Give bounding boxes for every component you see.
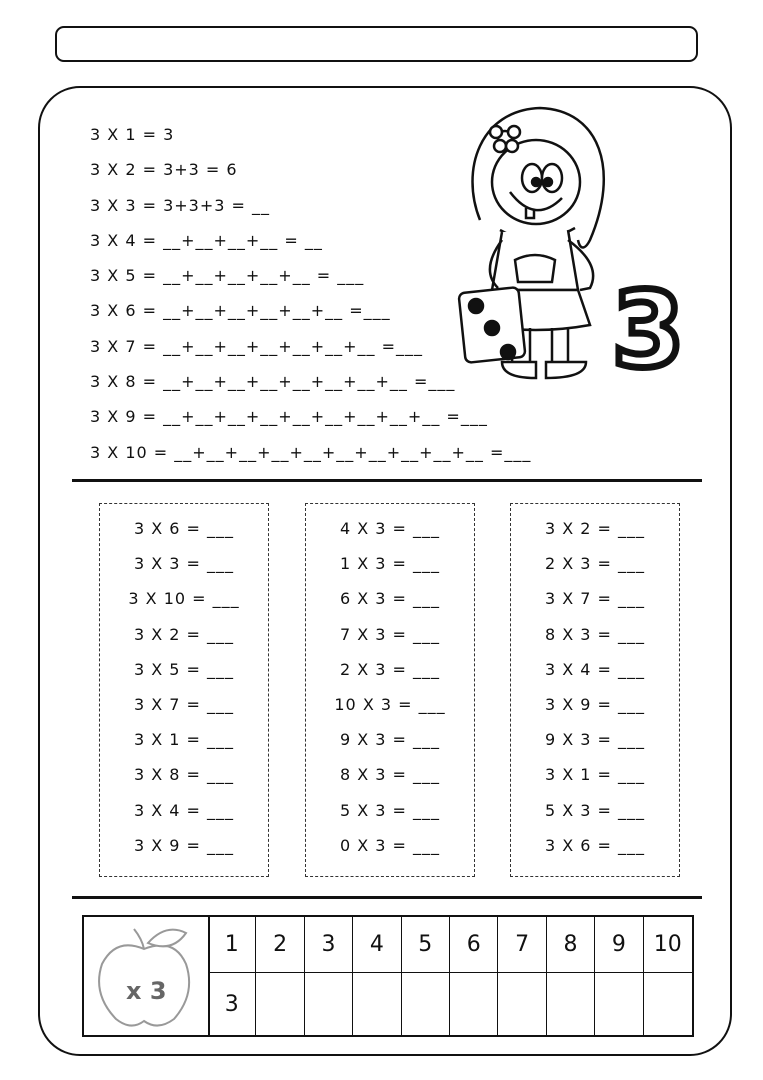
table-header-cell: 7 [498,917,546,973]
practice-equation: 8 X 3 = ___ [544,624,646,644]
table-answer-cell[interactable] [256,973,304,1035]
table-answer-cell[interactable]: 3 [208,973,256,1035]
table-answer-cell[interactable] [644,973,692,1035]
table-answer-cell[interactable] [547,973,595,1035]
practice-equation: 7 X 3 = ___ [339,624,441,644]
practice-equation: 3 X 10 = ___ [128,589,240,609]
practice-equation: 3 X 7 = ___ [544,589,646,609]
intro-equation: 3 X 9 = __+__+__+__+__+__+__+__+__ =___ [90,407,488,427]
practice-equation: 4 X 3 = ___ [339,519,441,538]
practice-equation: 3 X 9 = ___ [133,835,235,855]
intro-equation: 3 X 5 = __+__+__+__+__ = ___ [90,266,365,286]
practice-equation: 3 X 3 = ___ [133,554,235,574]
section-divider [72,896,702,899]
practice-equation: 0 X 3 = ___ [339,835,441,855]
practice-equation: 3 X 2 = ___ [544,519,646,538]
table-answer-cell[interactable] [450,973,498,1035]
practice-equation: 1 X 3 = ___ [339,554,441,574]
table-header-cell: 1 [208,917,256,973]
table-header-cell: 4 [353,917,401,973]
practice-equation: 3 X 9 = ___ [544,694,646,714]
table-answer-cell[interactable] [402,973,450,1035]
practice-equation: 3 X 6 = ___ [544,835,646,855]
table-header-cell: 2 [256,917,304,973]
practice-equation: 3 X 4 = ___ [133,800,235,820]
name-box[interactable] [55,26,698,62]
table-header-cell: 10 [644,917,692,973]
table-answer-cell[interactable] [353,973,401,1035]
table-header-cell: 3 [305,917,353,973]
table-header-cell: 5 [402,917,450,973]
table-header-cell: 6 [450,917,498,973]
practice-equation: 5 X 3 = ___ [544,800,646,820]
practice-equation: 2 X 3 = ___ [544,554,646,574]
apple-cell [84,917,210,1035]
practice-equation: 9 X 3 = ___ [339,730,441,750]
intro-equation: 3 X 7 = __+__+__+__+__+__+__ =___ [90,336,423,356]
practice-equation: 3 X 6 = ___ [133,519,235,538]
practice-column-1 [99,503,269,877]
practice-equation: 10 X 3 = ___ [334,694,446,714]
apple-icon [86,919,206,1037]
intro-equation: 3 X 8 = __+__+__+__+__+__+__+__ =___ [90,372,456,392]
table-header-cell: 9 [595,917,643,973]
times-table-grid [82,915,694,1037]
practice-column-3 [510,503,680,877]
practice-equation: 3 X 8 = ___ [133,765,235,785]
girl-with-dice-illustration [440,100,620,390]
practice-equation: 3 X 5 = ___ [133,659,235,679]
practice-equation: 3 X 1 = ___ [133,730,235,750]
intro-equation: 3 X 4 = __+__+__+__ = __ [90,230,323,250]
table-header-cell: 8 [547,917,595,973]
practice-equation: 8 X 3 = ___ [339,765,441,785]
practice-equation: 3 X 4 = ___ [544,659,646,679]
table-answer-cell[interactable] [498,973,546,1035]
practice-equation: 6 X 3 = ___ [339,589,441,609]
practice-equation: 3 X 2 = ___ [133,624,235,644]
practice-equation: 2 X 3 = ___ [339,659,441,679]
intro-equation: 3 X 1 = 3 [90,125,175,144]
practice-column-2 [305,503,475,877]
practice-equation: 3 X 7 = ___ [133,694,235,714]
big-number-three: 3 [612,269,685,391]
table-cells [208,917,692,1035]
practice-equation: 3 X 1 = ___ [544,765,646,785]
practice-equation: 5 X 3 = ___ [339,800,441,820]
intro-equation: 3 X 6 = __+__+__+__+__+__ =___ [90,301,391,321]
intro-equation: 3 X 3 = 3+3+3 = __ [90,195,270,215]
intro-equation: 3 X 2 = 3+3 = 6 [90,160,238,180]
table-answer-cell[interactable] [595,973,643,1035]
table-answer-cell[interactable] [305,973,353,1035]
section-divider [72,479,702,482]
practice-equation: 9 X 3 = ___ [544,730,646,750]
intro-equation: 3 X 10 = __+__+__+__+__+__+__+__+__+__ =___ [90,442,532,462]
apple-label: x 3 [126,977,167,1005]
